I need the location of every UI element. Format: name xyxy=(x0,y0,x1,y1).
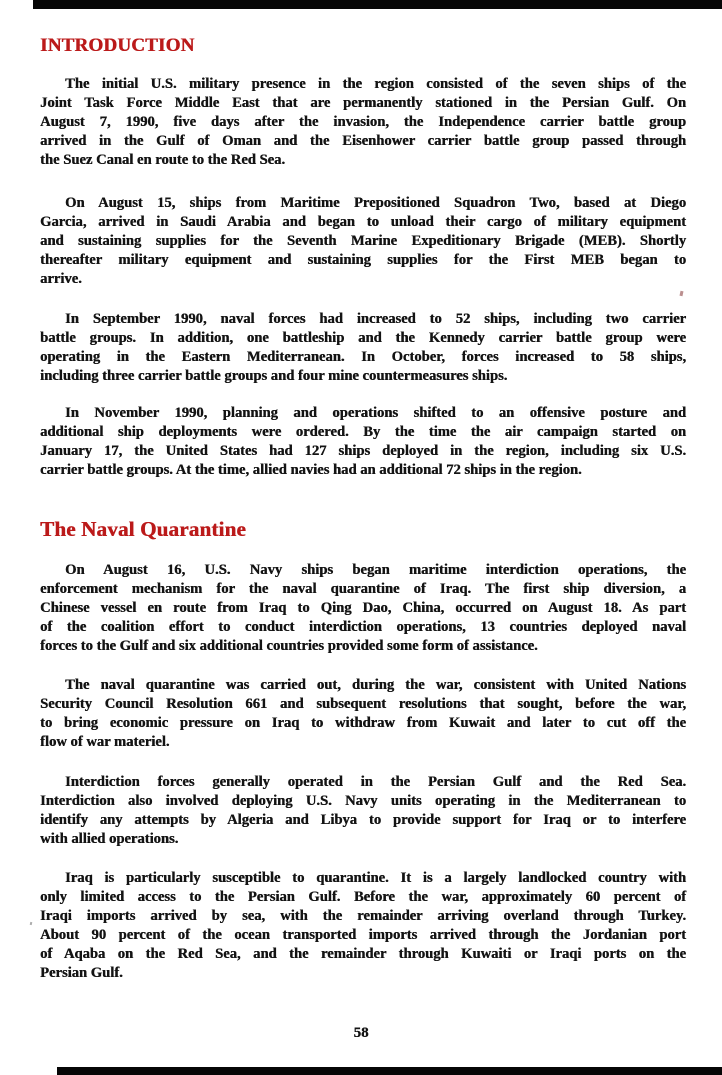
text-line: carrier battle groups. At the time, allied navies had an additional 72 ships in the region. xyxy=(40,462,582,478)
paragraph xyxy=(40,194,686,289)
text-line: of Aqaba on the Red Sea, and the remainder through Kuwaiti or Iraqi ports on the xyxy=(40,946,686,962)
text-line: forces to the Gulf and six additional countries provided some form of assistance. xyxy=(40,638,538,654)
paragraph xyxy=(40,869,686,983)
text-line: identify any attempts by Algeria and Libya to provide support for Iraq or to interfere xyxy=(40,812,686,828)
text-line: the Suez Canal en route to the Red Sea. xyxy=(40,152,285,168)
text-line: Iraq is particularly susceptible to quarantine. It is a largely landlocked country with xyxy=(65,870,686,886)
text-line: January 17, the United States had 127 ships deployed in the region, including six U.S. xyxy=(40,443,686,459)
text-line: In September 1990, naval forces had increased to 52 ships, including two carrier xyxy=(65,311,686,327)
text-line: The naval quarantine was carried out, during the war, consistent with United Nations xyxy=(65,677,686,693)
text-line: Iraqi imports arrived by sea, with the remainder arriving overland through Turkey. xyxy=(40,908,686,924)
text-line: On August 16, U.S. Navy ships began maritime interdiction operations, the xyxy=(65,562,686,578)
text-line: Chinese vessel en route from Iraq to Qing Dao, China, occurred on August 18. As part xyxy=(40,600,686,616)
text-line: August 7, 1990, five days after the invasion, the Independence carrier battle group xyxy=(40,114,686,130)
paragraph xyxy=(40,310,686,386)
text-line: battle groups. In addition, one battleship and the Kennedy carrier battle group were xyxy=(40,330,686,346)
paragraph xyxy=(40,75,686,170)
text-line: including three carrier battle groups and four mine countermeasures ships. xyxy=(40,368,508,384)
scan-speck xyxy=(30,922,33,925)
text-line: Security Council Resolution 661 and subsequent resolutions that sought, before the war, xyxy=(40,696,686,712)
scan-artifact-bottom-bar xyxy=(57,1067,722,1075)
text-line: Interdiction forces generally operated in the Persian Gulf and the Red Sea. xyxy=(65,774,686,790)
text-line: enforcement mechanism for the naval quarantine of Iraq. The first ship diversion, a xyxy=(40,581,686,597)
scan-artifact-top-bar xyxy=(33,0,722,9)
text-line: arrive. xyxy=(40,271,82,287)
text-line: additional ship deployments were ordered. By the time the air campaign started on xyxy=(40,424,686,440)
text-line: Interdiction also involved deploying U.S. Navy units operating in the Mediterranean to xyxy=(40,793,686,809)
text-line: only limited access to the Persian Gulf. Before the war, approximately 60 percent of xyxy=(40,889,686,905)
text-line: to bring economic pressure on Iraq to withdraw from Kuwait and later to cut off the xyxy=(40,715,686,731)
scan-speck xyxy=(680,291,684,297)
text-line: of the coalition effort to conduct interdiction operations, 13 countries deployed naval xyxy=(40,619,686,635)
text-line: About 90 percent of the ocean transported imports arrived through the Jordanian port xyxy=(40,927,686,943)
text-line: flow of war materiel. xyxy=(40,734,170,750)
text-line: Joint Task Force Middle East that are permanently stationed in the Persian Gulf. On xyxy=(40,95,686,111)
text-line: operating in the Eastern Mediterranean. In October, forces increased to 58 ships, xyxy=(40,349,686,365)
paragraph xyxy=(40,561,686,656)
text-line: On August 15, ships from Maritime Prepositioned Squadron Two, based at Diego xyxy=(65,195,686,211)
text-line: In November 1990, planning and operations shifted to an offensive posture and xyxy=(65,405,686,421)
text-line: Garcia, arrived in Saudi Arabia and began to unload their cargo of military equipment xyxy=(40,214,686,230)
text-line: The initial U.S. military presence in the region consisted of the seven ships of the xyxy=(65,76,686,92)
text-line: arrived in the Gulf of Oman and the Eisenhower carrier battle group passed through xyxy=(40,133,686,149)
text-line: with allied operations. xyxy=(40,831,179,847)
text-line: and sustaining supplies for the Seventh Marine Expeditionary Brigade (MEB). Shortly xyxy=(40,233,686,249)
page-number: 58 xyxy=(353,1025,369,1041)
text-line: thereafter military equipment and sustaining supplies for the First MEB began to xyxy=(40,252,686,268)
paragraph xyxy=(40,773,686,849)
paragraph xyxy=(40,676,686,752)
section-heading-naval-quarantine: The Naval Quarantine xyxy=(40,517,246,541)
text-line: Persian Gulf. xyxy=(40,965,123,981)
paragraph xyxy=(40,404,686,480)
section-heading-introduction: INTRODUCTION xyxy=(40,35,195,56)
